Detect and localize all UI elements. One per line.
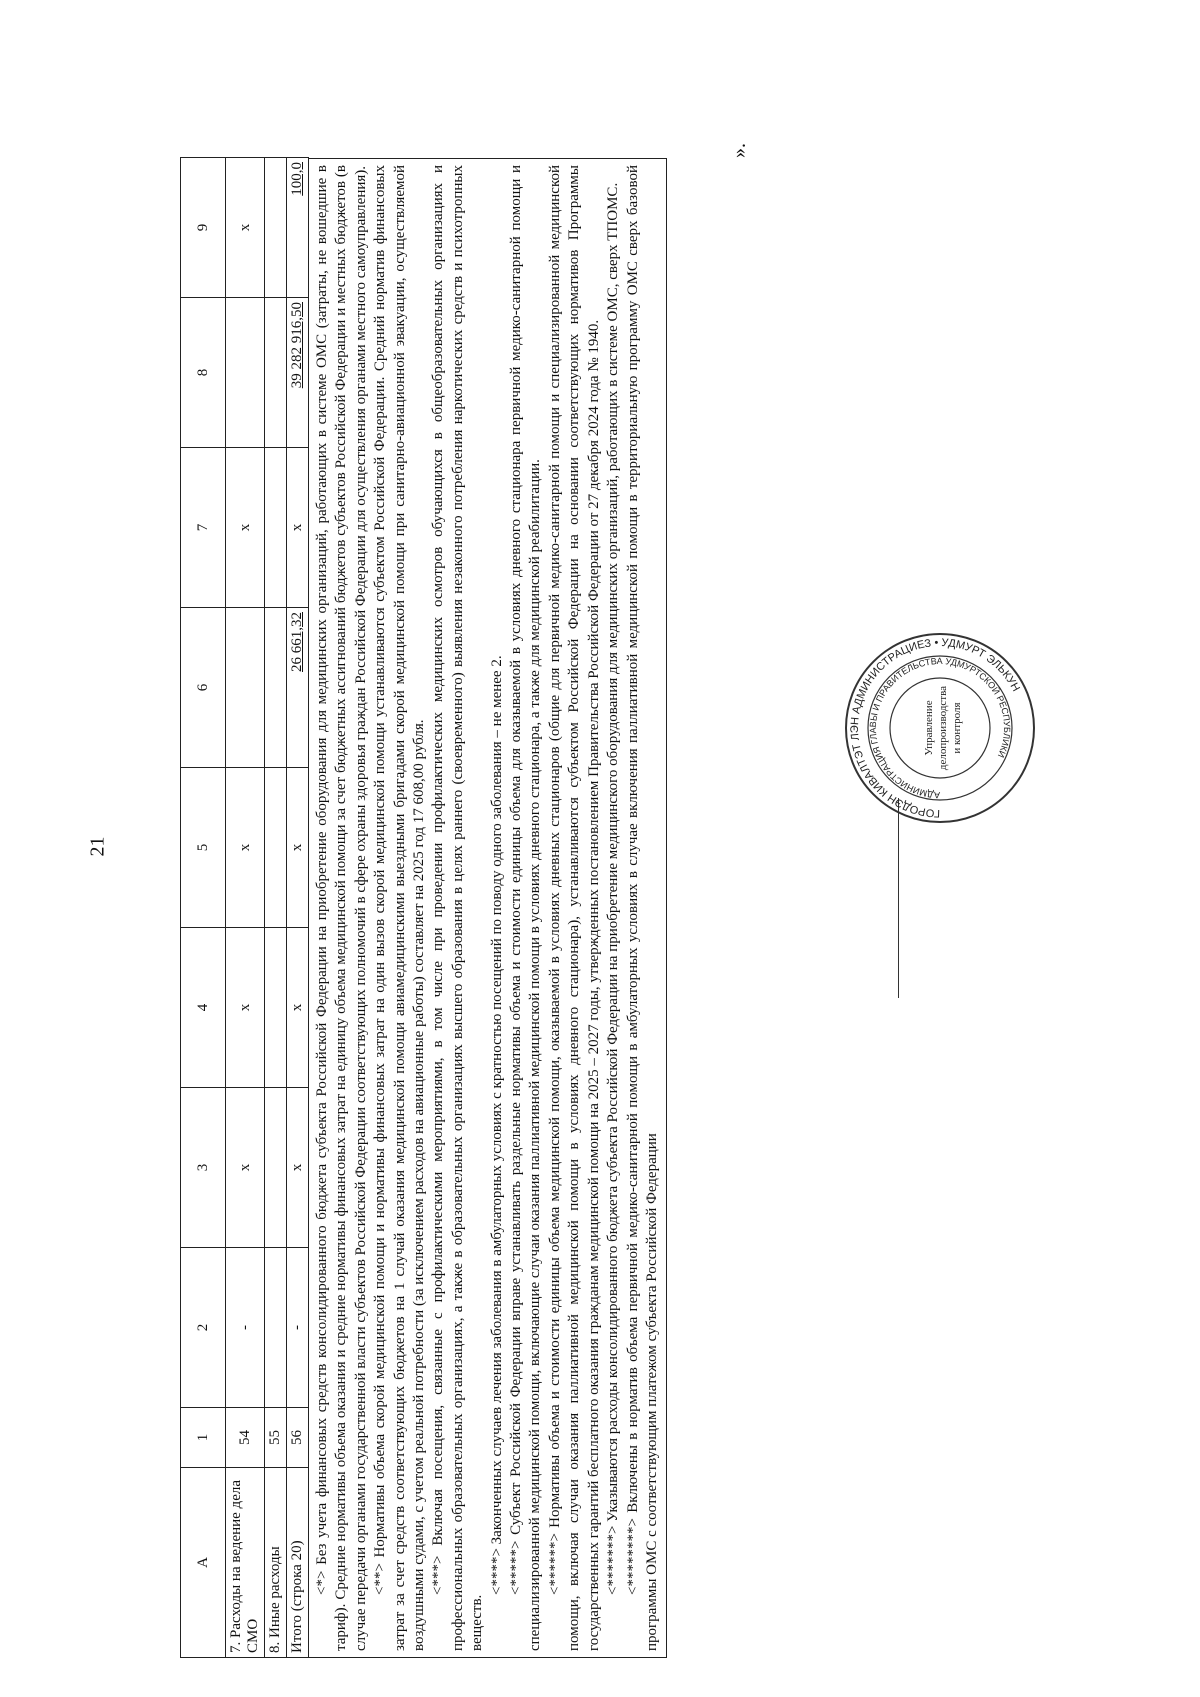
- table-cell: 7. Расходы на ведение дела СМО: [226, 1468, 265, 1658]
- col-header: 5: [181, 768, 226, 928]
- table-cell: 55: [265, 1408, 287, 1468]
- footnotes-block: [309, 158, 667, 1658]
- table-row: [226, 158, 265, 1658]
- table-cell: 54: [226, 1408, 265, 1468]
- table-cell: x: [226, 1088, 265, 1248]
- col-header: 6: [181, 608, 226, 768]
- signature-line: [898, 798, 899, 998]
- table-cell: [265, 928, 287, 1088]
- table-cell: [265, 1088, 287, 1248]
- closing-quote: ».: [728, 143, 750, 158]
- col-header: 8: [181, 298, 226, 448]
- table-cell: x: [287, 1088, 309, 1248]
- table-cell: [265, 608, 287, 768]
- seal-outer-text: ГОРОДЭН КИВАЛТЭТ ЛЭН АДМИНИСТРАЦИЕЗ • УДМУРТ ЭЛЬКУН: [848, 636, 1022, 820]
- footnote: <**> Нормативы объема скорой медицинской помощи и нормативы финансовых затрат на один вызов скорой медицинской помощи устанавливаются субъектом Российской Федерации. Средний норматив финансовых затрат за счет средств соответствующих бюджетов на 1 случай оказания медицинской помощи авиамедицинскими выездными бригадами скорой медицинской помощи при санитарно-авиационной эвакуации, осуществляемой воздушными судами, с учетом реальной потребности (за исключением расходов на авиационные работы) составляет на 2025 год 17 608,00 рубля.: [372, 165, 428, 1651]
- table-cell: x: [226, 928, 265, 1088]
- footnote: <****> Законченных случаев лечения заболевания в амбулаторных условиях с кратностью посещений по поводу одного заболевания – не менее 2.: [488, 655, 505, 1595]
- table-cell: x: [287, 448, 309, 608]
- table-cell: 56: [287, 1408, 309, 1468]
- footnote: <*******> Указываются расходы консолидированного бюджета субъекта Российской Федерации на приобретение медицинского оборудования для медицинских организаций, работающих в системе ОМС, сверх ТПОМС.: [605, 182, 622, 1595]
- footnote: <******> Нормативы объема и стоимости единицы объема медицинской помощи, оказываемой в условиях дневных стационаров (общие для первичной медико-санитарной помощи и специализированной медицинской помощи, включая случаи оказания паллиативной медицинской помощи в условиях дневного стационара), устанавливаются субъектом Российской Федерации на основании соответствующих нормативов Программы государственных гарантий бесплатного оказания гражданам медицинской помощи на 2025 – 2027 годы, утвержденных постановлением Правительства Российской Федерации от 27 декабря 2024 года № 1940.: [546, 165, 602, 1651]
- col-header: 4: [181, 928, 226, 1088]
- table-cell: 26 661,32: [287, 608, 309, 768]
- footnote: <*****> Субъект Российской Федерации вправе устанавливать раздельные нормативы объема и стоимости единицы объема для оказываемой в условиях дневного стационара первичной медико-санитарной помощи и специализированной медицинской помощи, включающие случаи оказания паллиативной медицинской помощи в условиях дневного стационара, а также для медицинской реабилитации.: [508, 165, 544, 1651]
- col-header: 7: [181, 448, 226, 608]
- table-cell: [265, 1248, 287, 1408]
- table-cell: -: [226, 1248, 265, 1408]
- col-header: 3: [181, 1088, 226, 1248]
- budget-table: [180, 157, 309, 1658]
- seal-inner-text: АДМИНИСТРАЦИЯ ГЛАВЫ И ПРАВИТЕЛЬСТВА УДМУРТСКОЙ РЕСПУБЛИКИ: [867, 655, 1013, 801]
- col-header: А: [181, 1468, 226, 1658]
- table-cell: -: [287, 1248, 309, 1408]
- table-cell: 8. Иные расходы: [265, 1468, 287, 1658]
- table-header-row: [181, 158, 226, 1658]
- table-cell: [265, 158, 287, 298]
- col-header: 1: [181, 1408, 226, 1468]
- table-cell: x: [226, 158, 265, 298]
- seal-center-line1: Управление: [923, 700, 935, 756]
- col-header: 2: [181, 1248, 226, 1408]
- col-header: 9: [181, 158, 226, 298]
- table-cell: 39 282 916,50: [287, 298, 309, 448]
- seal-center-line2: делопроизводства: [937, 685, 949, 771]
- table-cell: [226, 608, 265, 768]
- footnote: <***> Включая посещения, связанные с профилактическими мероприятиями, в том числе при проведении профилактических медицинских осмотров обучающихся в общеобразовательных организациях и профессиональных образовательных организациях, а также в образовательных организациях высшего образования в целях раннего (своевременного) выявления незаконного потребления наркотических средств и психотропных веществ.: [430, 165, 486, 1651]
- seal-center-line3: и контроля: [951, 702, 963, 754]
- page-number: 21: [86, 836, 109, 857]
- table-cell: x: [287, 768, 309, 928]
- official-seal: [840, 628, 1040, 828]
- footnote: <********> Включены в норматив объема первичной медико-санитарной помощи в амбулаторных условиях в случае включения паллиативной медицинской помощи в территориальную программу ОМС сверх базовой программы ОМС с соответствующим платежом субъекта Российской Федерации: [624, 165, 660, 1651]
- table-cell: x: [226, 768, 265, 928]
- footnote: <*> Без учета финансовых средств консолидированного бюджета субъекта Российской Федерации на приобретение оборудования для медицинских организаций, работающих в системе ОМС (затраты, не вошедшие в тариф). Средние нормативы объема оказания и средние нормативы финансовых затрат на единицу объема медицинской помощи за счет бюджетных ассигнований бюджетов субъектов Российской Федерации и местных бюджетов (в случае передачи органами государственной власти субъектов Российской Федерации соответствующих полномочий в сфере охраны здоровья граждан Российской Федерации для осуществления органами местного самоуправления).: [314, 165, 369, 1651]
- table-cell: [265, 768, 287, 928]
- table-cell: x: [287, 928, 309, 1088]
- table-cell: Итого (строка 20): [287, 1468, 309, 1658]
- table-row-total: [287, 158, 309, 1658]
- rotated-page-content: [180, 58, 1022, 1658]
- table-row: [265, 158, 287, 1658]
- table-cell: [265, 298, 287, 448]
- table-cell: [265, 448, 287, 608]
- table-cell: x: [226, 448, 265, 608]
- table-cell: 100,0: [287, 158, 309, 298]
- table-cell: [226, 298, 265, 448]
